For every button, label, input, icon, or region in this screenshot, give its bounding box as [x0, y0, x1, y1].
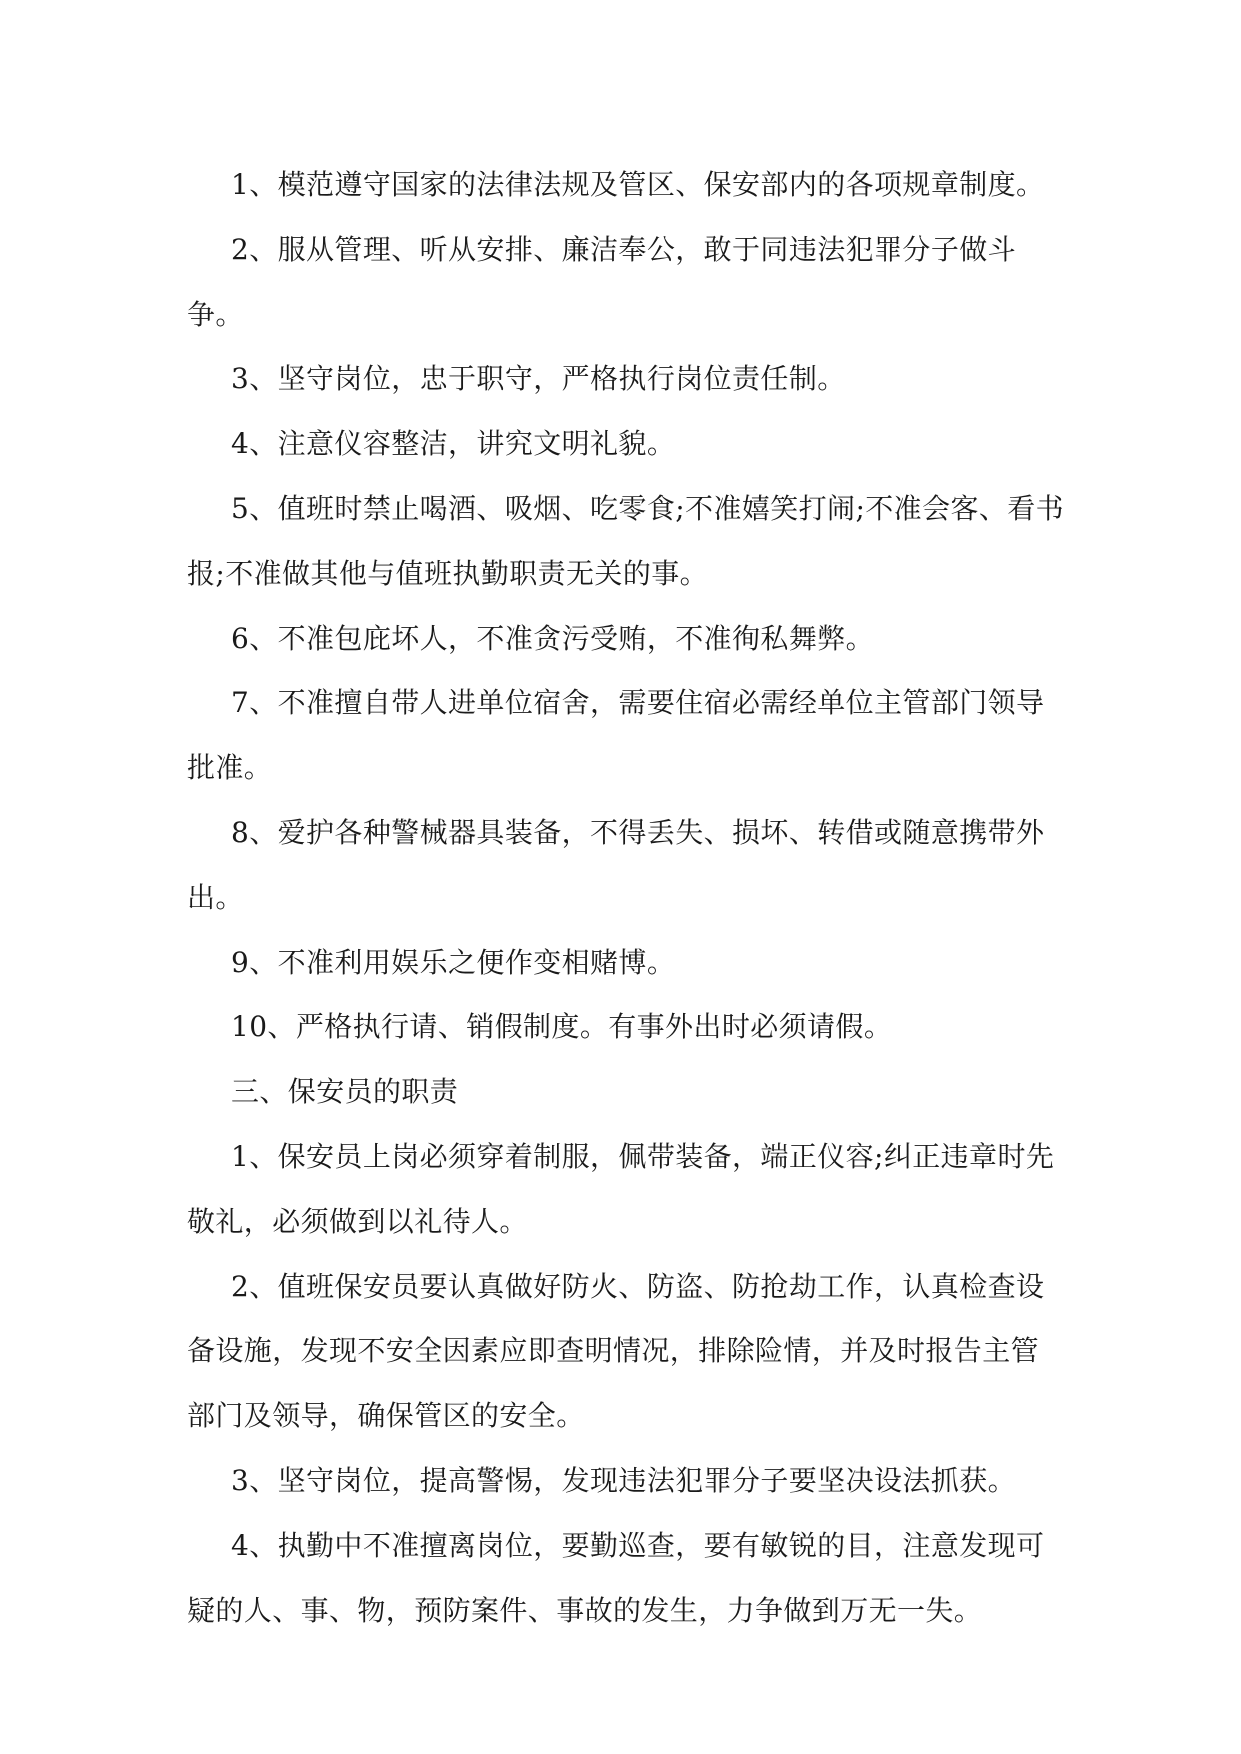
- rule-9: 9、不准利用娱乐之便作变相赌博。: [231, 945, 676, 979]
- rule-10: 10、严格执行请、销假制度。有事外出时必须请假。: [231, 1010, 893, 1044]
- document-body: [187, 153, 1067, 1643]
- rule-6: 6、不准包庇坏人，不准贪污受贿，不准徇私舞弊。: [231, 621, 875, 655]
- rule-5: 5、值班时禁止喝酒、吸烟、吃零食;不准嬉笑打闹;不准会客、看书报;不准做其他与值班执勤职责无关的事。: [187, 491, 1065, 590]
- rule-1: 1、模范遵守国家的法律法规及管区、保安部内的各项规章制度。: [231, 168, 1045, 201]
- section-heading-duties: 三、保安员的职责: [231, 1075, 459, 1109]
- rule-8: 8、爱护各种警械器具装备，不得丢失、损坏、转借或随意携带外出。: [187, 815, 1045, 914]
- rule-3: 3、坚守岗位，忠于职守，严格执行岗位责任制。: [231, 362, 846, 396]
- rule-2: 2、服从管理、听从安排、廉洁奉公，敢于同违法犯罪分子做斗争。: [187, 232, 1017, 331]
- duty-2: 2、值班保安员要认真做好防火、防盗、防抢劫工作，认真检查设备设施，发现不安全因素应即查明情况，排除险情，并及时报告主管部门及领导，确保管区的安全。: [187, 1269, 1045, 1433]
- duty-3: 3、坚守岗位，提高警惕，发现违法犯罪分子要坚决设法抓获。: [231, 1463, 1017, 1497]
- rule-7: 7、不准擅自带人进单位宿舍，需要住宿必需经单位主管部门领导批准。: [187, 686, 1045, 785]
- rule-4: 4、注意仪容整洁，讲究文明礼貌。: [231, 427, 676, 461]
- duty-4: 4、执勤中不准擅离岗位，要勤巡查，要有敏锐的目，注意发现可疑的人、事、物，预防案件、事故的发生，力争做到万无一失。: [187, 1528, 1045, 1627]
- duty-1: 1、保安员上岗必须穿着制服，佩带装备，端正仪容;纠正违章时先敬礼，必须做到以礼待人。: [187, 1139, 1055, 1238]
